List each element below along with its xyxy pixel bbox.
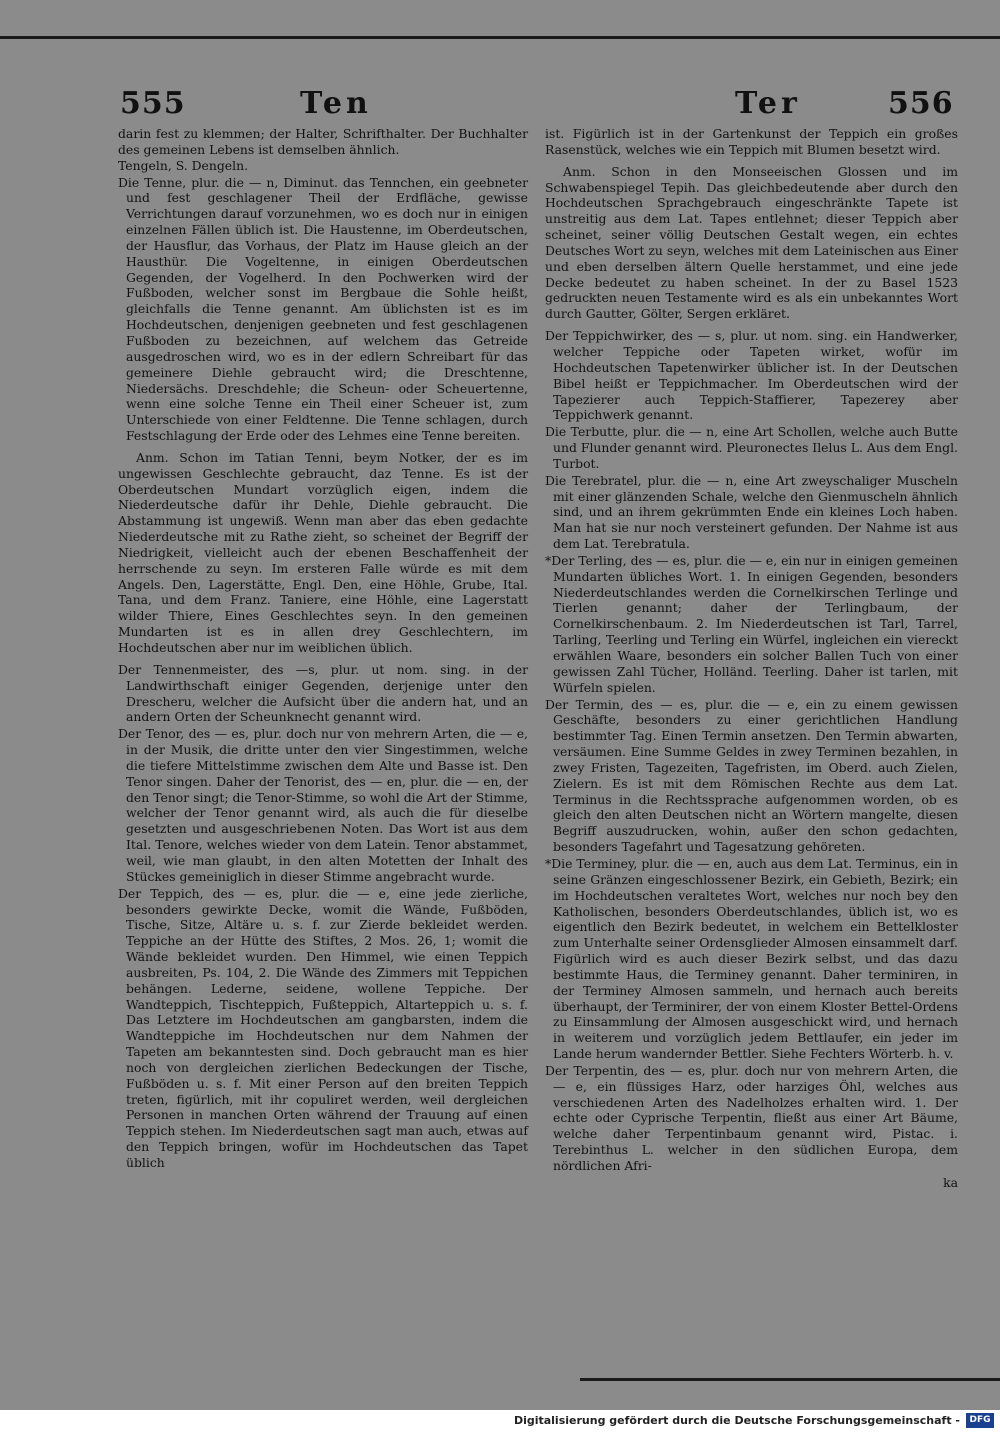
left-column [118,126,528,1172]
dictionary-entry: Der Tennenmeister, des —s, plur. ut nom. sing. in der Landwirthschaft einiger Gegenden, derjenige unter den Drescheru, welcher die Aufsicht über die andern hat, und an andern Orten der Scheunknecht genannt wird. [118,661,528,725]
dictionary-entry: Die Terbutte, plur. die — n, eine Art Schollen, welche auch Butte und Flunder genannt wird. Pleuronectes Ilelus L. Aus dem Engl. Turbot. [545,424,958,471]
dfg-logo-icon: DFG [966,1413,994,1428]
annotation-paragraph: Anm. Schon im Tatian Tenni, beym Notker, der es im ungewissen Geschlechte gebraucht, daz Tenne. Es ist der Oberdeutschen Mundart vorzüglich eigen, indem die Niederdeutsche dafür ihr Dehle, Diehle gebraucht. Die Abstammung ist ungewiß. Wenn man aber das eben gedachte Niederdeutsche mit zu Rathe zieht, so scheinet der Begriff der Niedrigkeit, vielleicht auch der ebenen Beschaffenheit der herrschende zu seyn. Im ersteren Falle würde es mit dem Angels. Den, Lagerstätte, Engl. Den, eine Höhle, Grube, Ital. Tana, und dem Franz. Taniere, eine Höhle, eine Lagerstatt wilder Thiere, Eines Geschlechtes seyn. In den gemeinen Mundarten ist es in allen drey Geschlechtern, im Hochdeutschen aber nur im weiblichen üblich. [118,449,528,655]
dictionary-entry: Die Terebratel, plur. die — n, eine Art zweyschaliger Muscheln mit einer glänzenden Schale, welche den Gienmuscheln ähnlich sind, und an ihrem gekrümmten Ende ein kleines Loch haben. Man hat sie nur noch versteinert gefunden. Der Nahme ist aus dem Lat. Terebratula. [545,472,958,552]
catchword: ka [943,1174,958,1190]
entry-continuation: darin fest zu klemmen; der Halter, Schrifthalter. Der Buchhalter des gemeinen Lebens ist demselben ähnlich. [118,126,528,157]
left-page-number: 555 [120,86,186,121]
right-column [545,126,958,1191]
footer-bar [0,1410,1000,1432]
dictionary-entry: *Der Terling, des — es, plur. die — e, ein nur in einigen gemeinen Mundarten übliches Wort. 1. In einigen Gegenden, besonders Niederdeutschlandes werden die Cornelkirschen Terlinge und Tierlen genannt; daher der Terlingbaum, der Cornelkirschenbaum. 2. Im Niederdeutschen ist Tarl, Tarrel, Tarling, Teerling und Terling ein Würfel, ingleichen ein viereckt erwählen Waare, besonders ein solcher Ballen Tuch von einer gewissen Zahl Tücher, Holländ. Teerling. Daher ist tarlen, mit Würfeln spielen. [545,552,959,695]
dictionary-entry: Der Tenor, des — es, plur. doch nur von mehrern Arten, die — e, in der Musik, die dritte unter den vier Singestimmen, welche die tiefere Mittelstimme zwischen dem Alte und Basse ist. Den Tenor singen. Daher der Tenorist, des — en, plur. die — en, der den Tenor singt; die Tenor-Stimme, so wohl die Art der Stimme, welcher der Tenor genannt wird, als auch die für dieselbe gesetzten und ausgeschriebenen Noten. Das Wort ist aus dem Ital. Tenore, welches wieder von dem Latein. Tenor abstammet, weil, wie man glaubt, in den alten Motetten der Inhalt des Stückes gemeiniglich in dieser Stimme angebracht wurde. [118,726,528,884]
dictionary-entry: Der Teppich, des — es, plur. die — e, eine jede zierliche, besonders gewirkte Decke, womit die Wände, Fußböden, Tische, Sitze, Altäre u. s. f. zur Zierde bekleidet werden. Teppiche an der Hütte des Stiftes, 2 Mos. 26, 1; womit die Wände bekleidet wurden. Den Himmel, wie einen Teppich ausbreiten, Ps. 104, 2. Die Wände des Zimmers mit Teppichen behängen. Lederne, seidene, wollene Teppiche. Der Wandteppich, Tischteppich, Fußteppich, Altarteppich u. s. f. Das Letztere im Hochdeutschen am gangbarsten, indem die Wandteppiche im Hochdeutschen nur dem Nahmen der Tapeten am bekanntesten sind. Doch gebraucht man es hier noch von dergleichen zierlichen Bedeckungen der Tische, Fußböden u. s. f. Mit einer Person auf den breiten Teppich treten, figürlich, mit ihr copuliret werden, weil dergleichen Personen in manchen Orten während der Trauung auf einen Teppich stehen. Im Niederdeutschen sagt man auch, etwas auf den Teppich bringen, wofür im Hochdeutschen das Tapet üblich [118,885,528,1170]
top-rule [0,36,1000,39]
left-running-head: Ten [300,86,372,121]
dictionary-entry: *Die Terminey, plur. die — en, auch aus dem Lat. Terminus, ein in seine Gränzen eingeschlossener Bezirk, ein Gebieth, Bezirk; ein im Hochdeutschen veraltetes Wort, welches nur noch bey den Katholischen, besonders Oberdeutschlandes, üblich ist, wo es eigentlich den Bezirk bedeutet, in welchem ein Bettelkloster zum Unterhalte seiner Ordensglieder Almosen einsammelt darf. Figürlich wird es auch dieser Bezirk selbst, und das dazu bestimmte Haus, die Terminey genannt. Daher terminiren, in der Terminey Almosen sammeln, und hernach auch bereits überhaupt, der Terminirer, der von einem Kloster Bettel-Ordens zu Einsammlung der Almosen ausgeschickt wird, und hernach in weiterem und vorzüglich jedem Bettlaufer, ein jeder im Lande herum wandernder Bettler. Siehe Fechters Wörterb. h. v. [545,855,958,1062]
dictionary-entry: Der Teppichwirker, des — s, plur. ut nom. sing. ein Handwerker, welcher Teppiche oder Tapeten wirket, wofür im Hochdeutschen Tapetenwirker üblicher ist. In der Deutschen Bibel heißt er Teppichmacher. Im Oberdeutschen wird der Tapezierer auch Teppich-Staffierer, Tapezerey aber Teppichwerk genannt. [545,328,958,423]
funding-notice: Digitalisierung gefördert durch die Deutsche Forschungsgemeinschaft - [513,1414,960,1427]
right-running-head: Ter [735,86,801,121]
entry-continuation: ist. Figürlich ist in der Gartenkunst der Teppich ein großes Rasenstück, welches wie ein Teppich mit Blumen besetzt wird. [545,126,958,157]
dictionary-entry: Der Termin, des — es, plur. die — e, ein zu einem gewissen Geschäfte, besonders zu einer gerichtlichen Handlung bestimmter Tag. Einen Termin ansetzen. Den Termin abwarten, versäumen. Eine Summe Geldes in zwey Terminen bezahlen, in zwey Fristen, Tagezeiten, Tagefristen, im Oberd. auch Zielen, Zielern. Es ist mit dem Römischen Rechte aus dem Lat. Terminus in die Rechtssprache aufgenommen worden, ob es gleich den alten Deutschen nicht an Wörtern mangelte, diesen Begriff auszudrucken, wohin, außer den schon gedachten, besonders Tagefahrt und Tagesatzung gehöreten. [545,696,958,855]
annotation-paragraph: Anm. Schon in den Monseeischen Glossen und im Schwabenspiegel Tepih. Das gleichbedeutende aber durch den Hochdeutschen Sprachgebrauch eingeschränkte Tapete ist unstreitig aus dem Lat. Tapes entlehnet; dieser Teppich aber scheinet, seiner völlig Deutschen Gestalt wegen, ein echtes Deutsches Wort zu seyn, welches mit dem Lateinischen aus Einer und eben derselben ältern Quelle herstammet, und eine jede Decke bedeutet zu haben scheinet. In der zu Basel 1523 gedruckten neuen Testamente wird es als ein unbekanntes Wort durch Gautter, Gölter, Sergen erkläret. [545,163,958,322]
dictionary-entry: Tengeln, S. Dengeln. [118,157,249,173]
right-page-number: 556 [888,86,954,121]
bottom-rule [580,1378,1000,1381]
dictionary-entry: Die Tenne, plur. die — n, Diminut. das Tennchen, ein geebneter und fest geschlagener Theil der Erdfläche, gewisse Verrichtungen darauf vorzunehmen, wo es doch nur in einigen einzelnen Fällen üblich ist. Die Haustenne, im Oberdeutschen, der Hausflur, das Vorhaus, der Platz im Hause gleich an der Hausthür. Die Vogeltenne, in einigen Oberdeutschen Gegenden, der Vogelherd. In den Pochwerken wird der Fußboden, welcher sonst im Bergbaue die Sohle heißt, gleichfalls die Tenne genannt. Am üblichsten ist es im Hochdeutschen, denjenigen geebneten und fest geschlagenen Fußboden zu bezeichnen, auf welchem das Getreide ausgedroschen wird, wo es in der edlern Schreibart für das gemeinere Diehle gebraucht wird; die Dreschtenne, Niedersächs. Dreschdehle; die Scheun- oder Scheuertenne, wenn eine solche Tenne ein Theil einer Scheuer ist, zum Unterschiede von einer Feldtenne. Die Tenne schlagen, durch Festschlagung der Erde oder des Lehmes eine Tenne bereiten. [118,174,528,444]
dictionary-entry: Der Terpentin, des — es, plur. doch nur von mehrern Arten, die — e, ein flüssiges Harz, oder harziges Öhl, welches aus verschiedenen Arten des Nadelholzes erhalten wird. 1. Der echte oder Cyprische Terpentin, fließt aus einer Art Bäume, welche daher Terpentinbaum genannt wird, Pistac. i. Terebinthus L. welcher in den südlichen Europa, dem nördlichen Afri- [545,1062,958,1173]
